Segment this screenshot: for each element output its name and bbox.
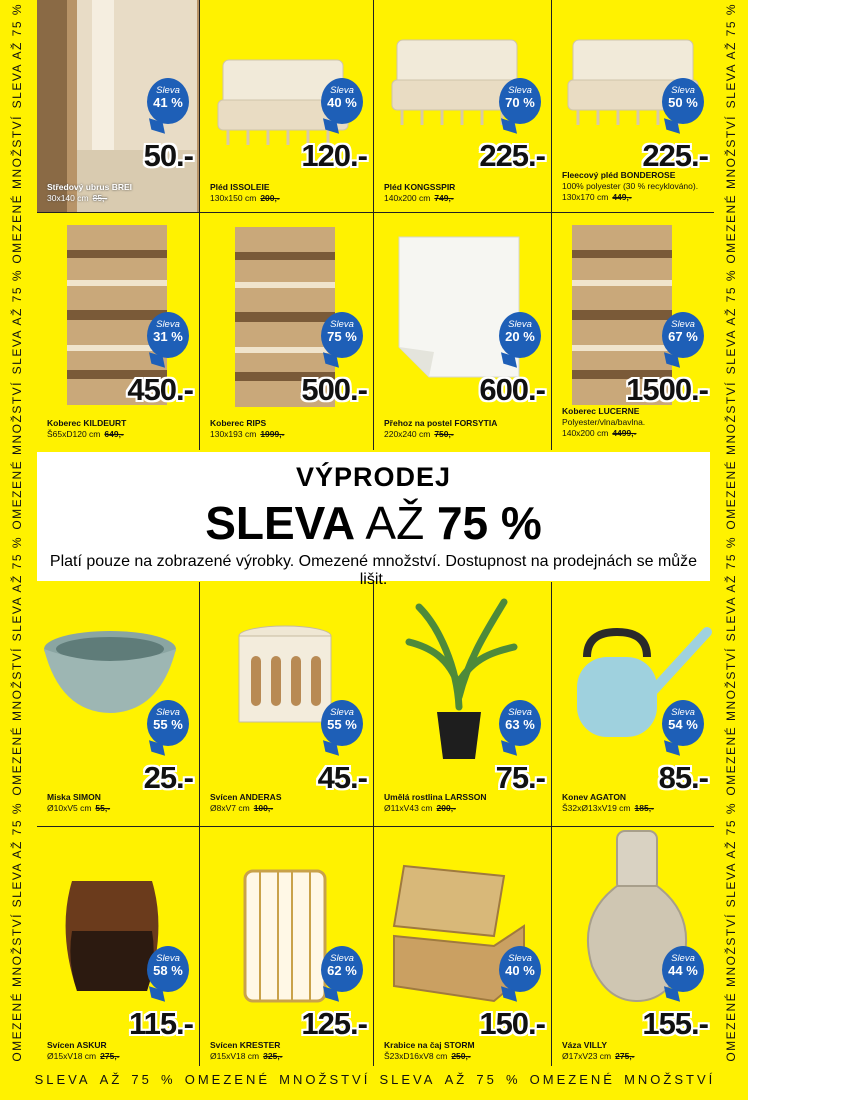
discount-badge [147, 946, 189, 992]
product-dimensions [210, 193, 280, 203]
old-price: 200,- [260, 193, 280, 203]
product-name: Krabice na čaj STORM [384, 1040, 475, 1050]
dimensions-value: Š65xD120 cm [47, 429, 101, 439]
old-price: 185,- [634, 803, 654, 813]
product-card [200, 212, 373, 450]
old-price: 100,- [253, 803, 274, 813]
discount-badge [321, 700, 363, 746]
promo-stripe-text: OMEZENÉ MNOŽSTVÍ [10, 114, 24, 264]
banner-headline [37, 496, 710, 550]
old-price: 750,- [434, 429, 454, 439]
product-dimensions [210, 803, 273, 813]
price: 45.- [317, 760, 367, 795]
product-name: Přehoz na postel FORSYTIA [384, 418, 498, 428]
promo-stripe-text: SLEVA AŽ 75 % [10, 535, 24, 641]
grid-divider [199, 0, 200, 212]
product-card [552, 212, 714, 450]
promo-stripe-text: SLEVA AŽ 75 % [10, 3, 24, 109]
grid-divider [373, 826, 374, 1066]
grid-divider [551, 582, 552, 826]
discount-badge-label: Sleva [330, 85, 354, 96]
discount-badge-percent: 54 % [668, 716, 698, 732]
dimensions-value: Ø15xV18 cm [210, 1051, 260, 1061]
price: 85.- [658, 760, 708, 795]
price: 155.- [642, 1006, 708, 1041]
discount-badge-percent: 41 % [153, 94, 183, 110]
discount-badge-percent: 70 % [505, 94, 535, 110]
promo-stripe-text: OMEZENÉ MNOŽSTVÍ [10, 913, 24, 1062]
price: 75.- [495, 760, 545, 795]
discount-badge [662, 78, 704, 124]
promo-stripe-text: OMEZENÉ MNOŽSTVÍ [724, 380, 738, 530]
old-price: 55,- [95, 803, 111, 813]
product-name: Fleecový pléd BONDEROSE [562, 170, 676, 180]
product-dimensions [384, 193, 454, 203]
price: 1500.- [626, 372, 708, 407]
discount-badge [321, 946, 363, 992]
old-price: 649,- [104, 429, 124, 439]
promo-stripe-text: SLEVA AŽ 75 % [10, 801, 24, 908]
discount-badge-label: Sleva [508, 85, 532, 96]
discount-badge-label: Sleva [671, 319, 695, 330]
product-name: Konev AGATON [562, 792, 627, 802]
candle-holder-icon [225, 622, 373, 772]
bottom-stripe-word: % [505, 1071, 521, 1087]
product-card [552, 582, 714, 826]
discount-badge-label: Sleva [330, 953, 354, 964]
discount-badge [662, 946, 704, 992]
product-card [37, 582, 199, 826]
price: 115.- [129, 1006, 193, 1041]
discount-badge [499, 700, 541, 746]
promo-stripe-text: SLEVA AŽ 75 % [10, 269, 24, 375]
product-card [374, 212, 551, 450]
product-name: Umělá rostlina LARSSON [384, 792, 487, 802]
dimensions-value: 140x200 cm [384, 193, 431, 203]
product-card [200, 0, 373, 212]
price: 450.- [127, 372, 193, 407]
product-card [37, 0, 199, 212]
product-name: Pléd ISSOLEIE [210, 182, 270, 192]
old-price: 1999,- [260, 429, 285, 439]
discount-badge-label: Sleva [156, 319, 180, 330]
product-name: Svícen ASKUR [47, 1040, 107, 1050]
product-card [552, 0, 714, 212]
bottom-stripe-word: 75 [131, 1071, 152, 1087]
discount-badge [499, 78, 541, 124]
grid-divider [373, 0, 374, 212]
product-card [200, 826, 373, 1068]
discount-badge-percent: 50 % [668, 94, 698, 110]
product-dimensions [47, 1051, 120, 1061]
dimensions-value: Š32xØ13xV19 cm [562, 803, 631, 813]
dimensions-value: Ø11xV43 cm [384, 803, 433, 813]
dimensions-value: Š23xD16xV8 cm [384, 1051, 448, 1061]
product-card [374, 826, 551, 1068]
blanket-icon [558, 0, 714, 150]
product-dimensions [562, 192, 632, 202]
grid-divider [37, 212, 714, 213]
blanket-icon [382, 0, 551, 150]
price: 150.- [479, 1006, 545, 1041]
grid-divider [551, 212, 552, 450]
grid-divider [199, 582, 200, 826]
product-card [37, 826, 199, 1068]
discount-badge-label: Sleva [156, 707, 180, 718]
product-name: Pléd KONGSSPIR [384, 182, 456, 192]
discount-badge-label: Sleva [671, 953, 695, 964]
dimensions-value: Ø10xV5 cm [47, 803, 92, 813]
product-card [552, 826, 714, 1068]
product-dimensions [562, 1051, 635, 1061]
discount-badge-percent: 44 % [668, 962, 698, 978]
discount-badge-label: Sleva [508, 707, 532, 718]
price: 50.- [143, 138, 193, 173]
bottom-stripe-word: SLEVA [34, 1071, 91, 1087]
banner-disclaimer: Platí pouze na zobrazené výrobky. Omezené množství. Dostupnost na prodejnách se může lišit. [49, 553, 698, 588]
old-price: 749,- [434, 193, 454, 203]
discount-badge-percent: 55 % [153, 716, 183, 732]
grid-divider [199, 212, 200, 450]
product-dimensions [562, 428, 636, 438]
product-dimensions [210, 1051, 283, 1061]
product-description: Polyester/vlna/bavlna. [562, 417, 646, 427]
bottom-stripe-word: AŽ [444, 1071, 468, 1087]
product-name: Miska SIMON [47, 792, 101, 802]
product-dimensions [562, 803, 654, 813]
promo-stripe-text: SLEVA AŽ 75 % [724, 269, 738, 375]
bottom-stripe-word: SLEVA [379, 1071, 436, 1087]
discount-badge-percent: 75 % [327, 328, 357, 344]
product-card [374, 0, 551, 212]
right-promo-stripe [716, 0, 746, 1065]
promo-stripe-text: SLEVA AŽ 75 % [724, 801, 738, 908]
bottom-promo-stripe [30, 1068, 720, 1090]
banner-sleva: SLEVA [205, 497, 356, 549]
promo-stripe-text: SLEVA AŽ 75 % [724, 3, 738, 109]
discount-badge-percent: 40 % [505, 962, 535, 978]
product-dimensions [47, 429, 124, 439]
bottom-stripe-word: % [161, 1071, 176, 1087]
promo-stripe-text: OMEZENÉ MNOŽSTVÍ [10, 647, 24, 796]
promo-stripe-text: OMEZENÉ MNOŽSTVÍ [10, 380, 24, 530]
discount-badge-percent: 20 % [505, 328, 535, 344]
promo-stripe-text: SLEVA AŽ 75 % [724, 535, 738, 641]
price: 25.- [143, 760, 193, 795]
product-name: Koberec KILDEURT [47, 418, 127, 428]
old-price: 275,- [100, 1051, 120, 1061]
product-name: Svícen KRESTER [210, 1040, 281, 1050]
discount-badge-label: Sleva [156, 85, 180, 96]
discount-badge-label: Sleva [330, 319, 354, 330]
dimensions-value: 130x150 cm [210, 193, 257, 203]
discount-badge [147, 312, 189, 358]
grid-divider [373, 212, 374, 450]
promo-stripe-text: OMEZENÉ MNOŽSTVÍ [724, 114, 738, 264]
bottom-stripe-word: MNOŽSTVÍ [624, 1071, 716, 1087]
old-price: 325,- [263, 1051, 283, 1061]
bottom-stripe-word: MNOŽSTVÍ [279, 1071, 371, 1087]
product-name: Svícen ANDERAS [210, 792, 282, 802]
promo-stripe-text: OMEZENÉ MNOŽSTVÍ [724, 913, 738, 1062]
product-dimensions [384, 429, 454, 439]
price: 500.- [301, 372, 367, 407]
bottom-stripe-word: OMEZENÉ [184, 1071, 271, 1087]
old-price: 449,- [612, 192, 632, 202]
discount-badge [147, 700, 189, 746]
product-dimensions [384, 803, 456, 813]
discount-badge-percent: 62 % [327, 962, 357, 978]
banner-az: AŽ [355, 497, 437, 549]
discount-badge-label: Sleva [671, 85, 695, 96]
discount-badge [321, 78, 363, 124]
dimensions-value: 140x200 cm [562, 428, 609, 438]
bottom-stripe-word: OMEZENÉ [529, 1071, 615, 1087]
sale-banner [37, 452, 710, 588]
dimensions-value: 220x240 cm [384, 429, 431, 439]
banner-percent: 75 % [436, 497, 542, 549]
price: 225.- [479, 138, 545, 173]
discount-badge-percent: 67 % [668, 328, 698, 344]
grid-divider [199, 826, 200, 1066]
product-name: Středový ubrus BREI [47, 182, 133, 192]
bottom-stripe-word: AŽ [99, 1071, 123, 1087]
dimensions-value: Ø17xV23 cm [562, 1051, 612, 1061]
product-card [200, 582, 373, 826]
price: 125.- [301, 1006, 367, 1041]
discount-badge-label: Sleva [156, 953, 180, 964]
discount-badge [662, 312, 704, 358]
grid-divider [551, 0, 552, 212]
discount-badge [499, 312, 541, 358]
old-price: 200,- [436, 803, 456, 813]
old-price: 4499,- [612, 428, 637, 438]
discount-badge-label: Sleva [508, 319, 532, 330]
old-price: 85,- [92, 193, 108, 203]
discount-badge-percent: 55 % [327, 716, 357, 732]
old-price: 275,- [615, 1051, 635, 1061]
product-description: 100% polyester (30 % recyklováno). [562, 181, 699, 191]
promo-stripe-text: OMEZENÉ MNOŽSTVÍ [724, 647, 738, 796]
product-card [37, 212, 199, 450]
price: 225.- [642, 138, 708, 173]
discount-badge [499, 946, 541, 992]
discount-badge [147, 78, 189, 124]
product-dimensions [384, 1051, 471, 1061]
discount-badge-label: Sleva [508, 953, 532, 964]
discount-badge-label: Sleva [671, 707, 695, 718]
price: 120.- [301, 138, 367, 173]
product-dimensions [47, 193, 107, 203]
grid-divider [37, 826, 714, 827]
discount-badge-percent: 40 % [327, 94, 357, 110]
product-card [374, 582, 551, 826]
discount-badge-percent: 31 % [153, 328, 183, 344]
dimensions-value: Ø15xV18 cm [47, 1051, 97, 1061]
product-dimensions [210, 429, 284, 439]
price: 600.- [479, 372, 545, 407]
grid-divider [373, 582, 374, 826]
dimensions-value: 130x170 cm [562, 192, 609, 202]
discount-badge-percent: 63 % [505, 716, 535, 732]
dimensions-value: 30x140 cm [47, 193, 89, 203]
left-promo-stripe [2, 0, 32, 1065]
discount-badge-label: Sleva [330, 707, 354, 718]
product-name: Váza VILLY [562, 1040, 608, 1050]
grid-divider [551, 826, 552, 1066]
product-dimensions [47, 803, 110, 813]
discount-badge [662, 700, 704, 746]
discount-badge [321, 312, 363, 358]
product-name: Koberec LUCERNE [562, 406, 640, 416]
banner-title: VÝPRODEJ [295, 462, 452, 492]
old-price: 250,- [451, 1051, 471, 1061]
dimensions-value: 130x193 cm [210, 429, 257, 439]
discount-badge-percent: 58 % [153, 962, 183, 978]
dimensions-value: Ø8xV7 cm [210, 803, 250, 813]
product-name: Koberec RIPS [210, 418, 267, 428]
bottom-stripe-word: 75 [476, 1071, 497, 1087]
